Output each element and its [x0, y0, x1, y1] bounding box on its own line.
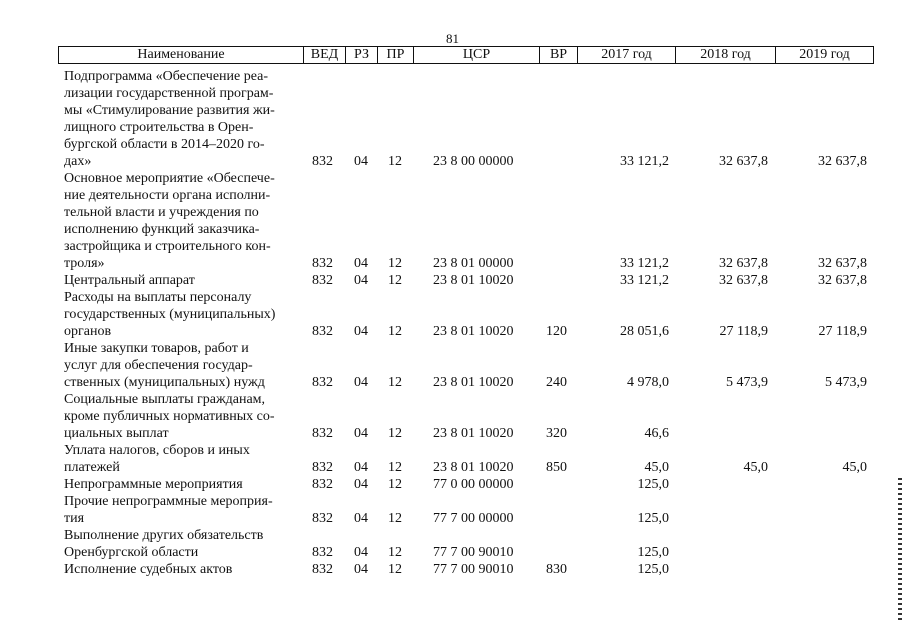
- row-name-line: платежей: [64, 460, 120, 475]
- pr-cell: 12: [388, 375, 402, 390]
- row-name-line: Уплата налогов, сборов и иных: [64, 443, 250, 458]
- vr-cell: 320: [546, 426, 567, 441]
- row-name-line: Социальные выплаты гражданам,: [64, 392, 266, 407]
- row-name-line: Прочие непрограммные мероприя-: [64, 494, 273, 509]
- amount-2019-cell: 32 637,8: [818, 256, 867, 271]
- row-name-line: Основное мероприятие «Обеспече-: [64, 171, 275, 186]
- amount-2018-cell: 5 473,9: [726, 375, 768, 390]
- ved-cell: 832: [312, 324, 333, 339]
- vr-cell: 120: [546, 324, 567, 339]
- table-row: [0, 561, 905, 578]
- row-name-line: лизации государственной програм-: [64, 86, 274, 101]
- pr-cell: 12: [388, 273, 402, 288]
- amount-2019-cell: 5 473,9: [825, 375, 867, 390]
- pr-cell: 12: [388, 545, 402, 560]
- csr-cell: 77 7 00 00000: [433, 511, 514, 526]
- table-row: [0, 170, 905, 272]
- pr-cell: 12: [388, 460, 402, 475]
- csr-cell: 23 8 01 10020: [433, 375, 514, 390]
- amount-2017-cell: 125,0: [637, 545, 669, 560]
- amount-2018-cell: 27 118,9: [719, 324, 768, 339]
- row-name: [64, 442, 304, 476]
- amount-2017-cell: 33 121,2: [620, 273, 669, 288]
- amount-2019-cell: 32 637,8: [818, 273, 867, 288]
- vr-cell: 850: [546, 460, 567, 475]
- row-name-line: органов: [64, 324, 112, 339]
- row-name-line: тия: [64, 511, 85, 526]
- row-name-line: Оренбургской области: [64, 545, 199, 560]
- ved-cell: 832: [312, 460, 333, 475]
- header-2018: 2018 год: [675, 47, 775, 63]
- row-name-line: бургской области в 2014–2020 го-: [64, 137, 265, 152]
- scan-edge-mark: [898, 478, 902, 623]
- csr-cell: 77 7 00 90010: [433, 545, 514, 560]
- amount-2017-cell: 45,0: [644, 460, 669, 475]
- table-row: [0, 493, 905, 527]
- rz-cell: 04: [354, 324, 368, 339]
- row-name-line: лищного строительства в Орен-: [64, 120, 254, 135]
- amount-2019-cell: 32 637,8: [818, 154, 867, 169]
- table-row: [0, 527, 905, 561]
- ved-cell: 832: [312, 154, 333, 169]
- row-name: [64, 340, 304, 391]
- amount-2018-cell: 45,0: [743, 460, 768, 475]
- row-name-line: Выполнение других обязательств: [64, 528, 264, 543]
- row-name: [64, 561, 304, 578]
- rz-cell: 04: [354, 511, 368, 526]
- row-name: [64, 68, 304, 170]
- csr-cell: 77 0 00 00000: [433, 477, 514, 492]
- rz-cell: 04: [354, 154, 368, 169]
- header-ved: ВЕД: [303, 47, 345, 63]
- table-row: [0, 272, 905, 289]
- row-name: [64, 272, 304, 289]
- header-csr: ЦСР: [413, 47, 539, 63]
- row-name-line: циальных выплат: [64, 426, 169, 441]
- header-vr: ВР: [539, 47, 577, 63]
- amount-2017-cell: 125,0: [637, 477, 669, 492]
- table-row: [0, 391, 905, 442]
- pr-cell: 12: [388, 477, 402, 492]
- ved-cell: 832: [312, 511, 333, 526]
- pr-cell: 12: [388, 511, 402, 526]
- ved-cell: 832: [312, 426, 333, 441]
- ved-cell: 832: [312, 562, 333, 577]
- amount-2019-cell: 45,0: [842, 460, 867, 475]
- amount-2017-cell: 33 121,2: [620, 154, 669, 169]
- vr-cell: 240: [546, 375, 567, 390]
- row-name-line: мы «Стимулирование развития жи-: [64, 103, 275, 118]
- csr-cell: 23 8 01 10020: [433, 460, 514, 475]
- ved-cell: 832: [312, 256, 333, 271]
- row-name-line: ние деятельности органа исполни-: [64, 188, 271, 203]
- amount-2017-cell: 125,0: [637, 511, 669, 526]
- table-row: [0, 340, 905, 391]
- table-row: [0, 68, 905, 170]
- row-name-line: тельной власти и учреждения по: [64, 205, 259, 220]
- rz-cell: 04: [354, 256, 368, 271]
- csr-cell: 23 8 01 10020: [433, 273, 514, 288]
- page-number: 81: [446, 31, 459, 46]
- csr-cell: 23 8 01 10020: [433, 426, 514, 441]
- rz-cell: 04: [354, 545, 368, 560]
- row-name: [64, 476, 304, 493]
- pr-cell: 12: [388, 324, 402, 339]
- amount-2018-cell: 32 637,8: [719, 273, 768, 288]
- row-name-line: застройщика и строительного кон-: [64, 239, 271, 254]
- table-row: [0, 476, 905, 493]
- row-name-line: троля»: [64, 256, 105, 271]
- vr-cell: 830: [546, 562, 567, 577]
- row-name-line: кроме публичных нормативных со-: [64, 409, 275, 424]
- pr-cell: 12: [388, 426, 402, 441]
- rz-cell: 04: [354, 426, 368, 441]
- table-header: [58, 46, 874, 64]
- header-pr: ПР: [377, 47, 413, 63]
- row-name-line: дах»: [64, 154, 92, 169]
- row-name: [64, 170, 304, 272]
- amount-2017-cell: 28 051,6: [620, 324, 669, 339]
- ved-cell: 832: [312, 273, 333, 288]
- table-row: [0, 289, 905, 340]
- pr-cell: 12: [388, 256, 402, 271]
- row-name: [64, 493, 304, 527]
- amount-2017-cell: 46,6: [644, 426, 669, 441]
- pr-cell: 12: [388, 154, 402, 169]
- csr-cell: 23 8 00 00000: [433, 154, 514, 169]
- header-name: Наименование: [137, 47, 225, 62]
- rz-cell: 04: [354, 273, 368, 288]
- ved-cell: 832: [312, 477, 333, 492]
- rz-cell: 04: [354, 460, 368, 475]
- row-name-line: Непрограммные мероприятия: [64, 477, 243, 492]
- amount-2017-cell: 33 121,2: [620, 256, 669, 271]
- amount-2018-cell: 32 637,8: [719, 256, 768, 271]
- csr-cell: 77 7 00 90010: [433, 562, 514, 577]
- row-name-line: Расходы на выплаты персоналу: [64, 290, 252, 305]
- header-2017: 2017 год: [577, 47, 675, 63]
- row-name-line: Иные закупки товаров, работ и: [64, 341, 249, 356]
- ved-cell: 832: [312, 545, 333, 560]
- header-2019: 2019 год: [775, 47, 873, 63]
- row-name-line: государственных (муниципальных): [64, 307, 276, 322]
- pr-cell: 12: [388, 562, 402, 577]
- amount-2018-cell: 32 637,8: [719, 154, 768, 169]
- row-name: [64, 289, 304, 340]
- row-name-line: услуг для обеспечения государ-: [64, 358, 253, 373]
- amount-2019-cell: 27 118,9: [818, 324, 867, 339]
- row-name-line: исполнению функций заказчика-: [64, 222, 260, 237]
- row-name-line: ственных (муниципальных) нужд: [64, 375, 265, 390]
- row-name-line: Исполнение судебных актов: [64, 562, 233, 577]
- amount-2017-cell: 125,0: [637, 562, 669, 577]
- row-name: [64, 527, 304, 561]
- csr-cell: 23 8 01 10020: [433, 324, 514, 339]
- row-name-line: Подпрограмма «Обеспечение реа-: [64, 69, 269, 84]
- ved-cell: 832: [312, 375, 333, 390]
- row-name-line: Центральный аппарат: [64, 273, 195, 288]
- rz-cell: 04: [354, 562, 368, 577]
- amount-2017-cell: 4 978,0: [627, 375, 669, 390]
- table-row: [0, 442, 905, 476]
- row-name: [64, 391, 304, 442]
- csr-cell: 23 8 01 00000: [433, 256, 514, 271]
- header-rz: РЗ: [345, 47, 377, 63]
- rz-cell: 04: [354, 375, 368, 390]
- rz-cell: 04: [354, 477, 368, 492]
